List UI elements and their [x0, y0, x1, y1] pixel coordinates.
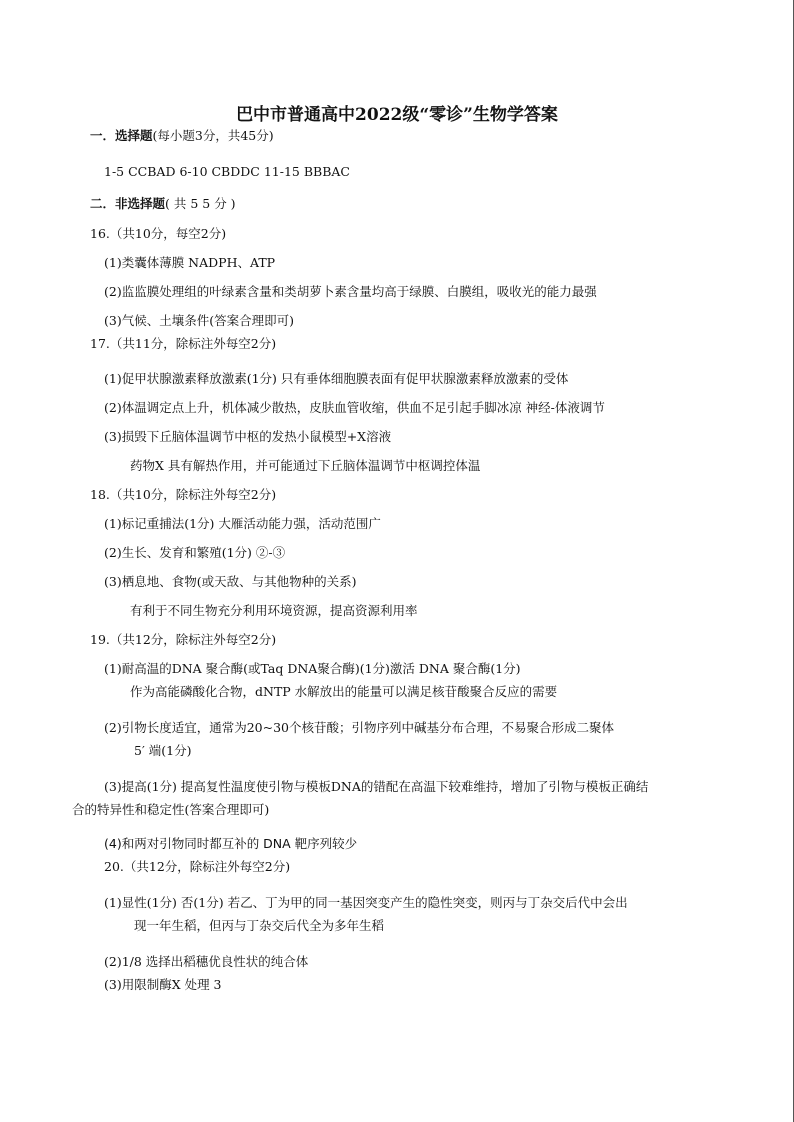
q19-header: 19.（共12分，除标注外每空2分): [90, 632, 277, 647]
q20-answer-1-detail: 现一年生稻，但丙与丁杂交后代全为多年生稻: [134, 918, 385, 933]
q16-answer-3: (3)气候、土壤条件(答案合理即可): [104, 313, 294, 328]
q18-header: 18.（共10分，除标注外每空2分): [90, 487, 277, 502]
section1-heading: 一．选择题: [90, 128, 153, 143]
q19-answer-2: (2)引物长度适宜，通常为20~30个核苷酸；引物序列中碱基分布合理，不易聚合形成二聚体: [104, 720, 614, 735]
q19-answer-3: (3)提高(1分) 提高复性温度使引物与模板DNA的错配在高温下较难维持，增加了引物与模板正确结: [104, 779, 649, 794]
section1-answers: 1-5 CCBAD 6-10 CBDDC 11-15 BBBAC: [104, 164, 350, 179]
q20-answer-3: (3)用限制酶X 处理 3: [104, 977, 222, 992]
q17-answer-1: (1)促甲状腺激素释放激素(1分) 只有垂体细胞膜表面有促甲状腺激素释放激素的受体: [104, 371, 569, 386]
q17-answer-3: (3)损毁下丘脑体温调节中枢的发热小鼠模型+X溶液: [104, 429, 392, 444]
section2-note: ( 共 5 5 分 ): [165, 196, 236, 211]
page-title: 巴中市普通高中2022级“零诊”生物学答案: [236, 105, 558, 125]
q18-answer-3: (3)栖息地、食物(或天敌、与其他物种的关系): [104, 574, 357, 589]
q19-answer-1: (1)耐高温的DNA 聚合酶(或Taq DNA聚合酶)(1分)激活 DNA 聚合酶(1分): [104, 661, 521, 676]
q17-header: 17.（共11分，除标注外每空2分): [90, 336, 277, 351]
q18-answer-3-detail: 有利于不同生物充分利用环境资源，提高资源利用率: [130, 603, 418, 618]
q19-answer-4: (4)和两对引物同时都互补的 DNA 靶序列较少: [104, 836, 358, 851]
section2-heading: 二．非选择题: [90, 196, 166, 211]
q19-answer-3-detail: 合的特异性和稳定性(答案合理即可): [72, 802, 270, 817]
q16-answer-1: (1)类囊体薄膜 NADPH、ATP: [104, 255, 276, 270]
q19-answer-1-detail: 作为高能磷酸化合物，dNTP 水解放出的能量可以满足核苷酸聚合反应的需要: [130, 684, 558, 699]
section2-header: [90, 196, 236, 212]
q17-answer-2: (2)体温调定点上升，机体减少散热，皮肤血管收缩，供血不足引起手脚冰凉 神经-体液调节: [104, 400, 605, 415]
section1-header: [90, 128, 274, 144]
q18-answer-1: (1)标记重捕法(1分) 大雁活动能力强，活动范围广: [104, 516, 381, 531]
q20-answer-1: (1)显性(1分) 否(1分) 若乙、丁为甲的同一基因突变产生的隐性突变，则丙与丁杂交后代中会出: [104, 895, 628, 910]
q19-answer-2-detail: 5′ 端(1分): [134, 743, 192, 758]
q16-answer-2: (2)监监膜处理组的叶绿素含量和类胡萝卜素含量均高于绿膜、白膜组，吸收光的能力最强: [104, 284, 597, 299]
section1-note: (每小题3分，共45分): [152, 128, 274, 143]
q16-header: 16.（共10分，每空2分): [90, 226, 227, 241]
q17-answer-3-detail: 药物X 具有解热作用，并可能通过下丘脑体温调节中枢调控体温: [130, 458, 481, 473]
q20-answer-2: (2)1/8 选择出稻穗优良性状的纯合体: [104, 954, 309, 969]
q18-answer-2: (2)生长、发育和繁殖(1分) ②-③: [104, 545, 286, 560]
q20-header: 20.（共12分，除标注外每空2分): [104, 859, 291, 874]
